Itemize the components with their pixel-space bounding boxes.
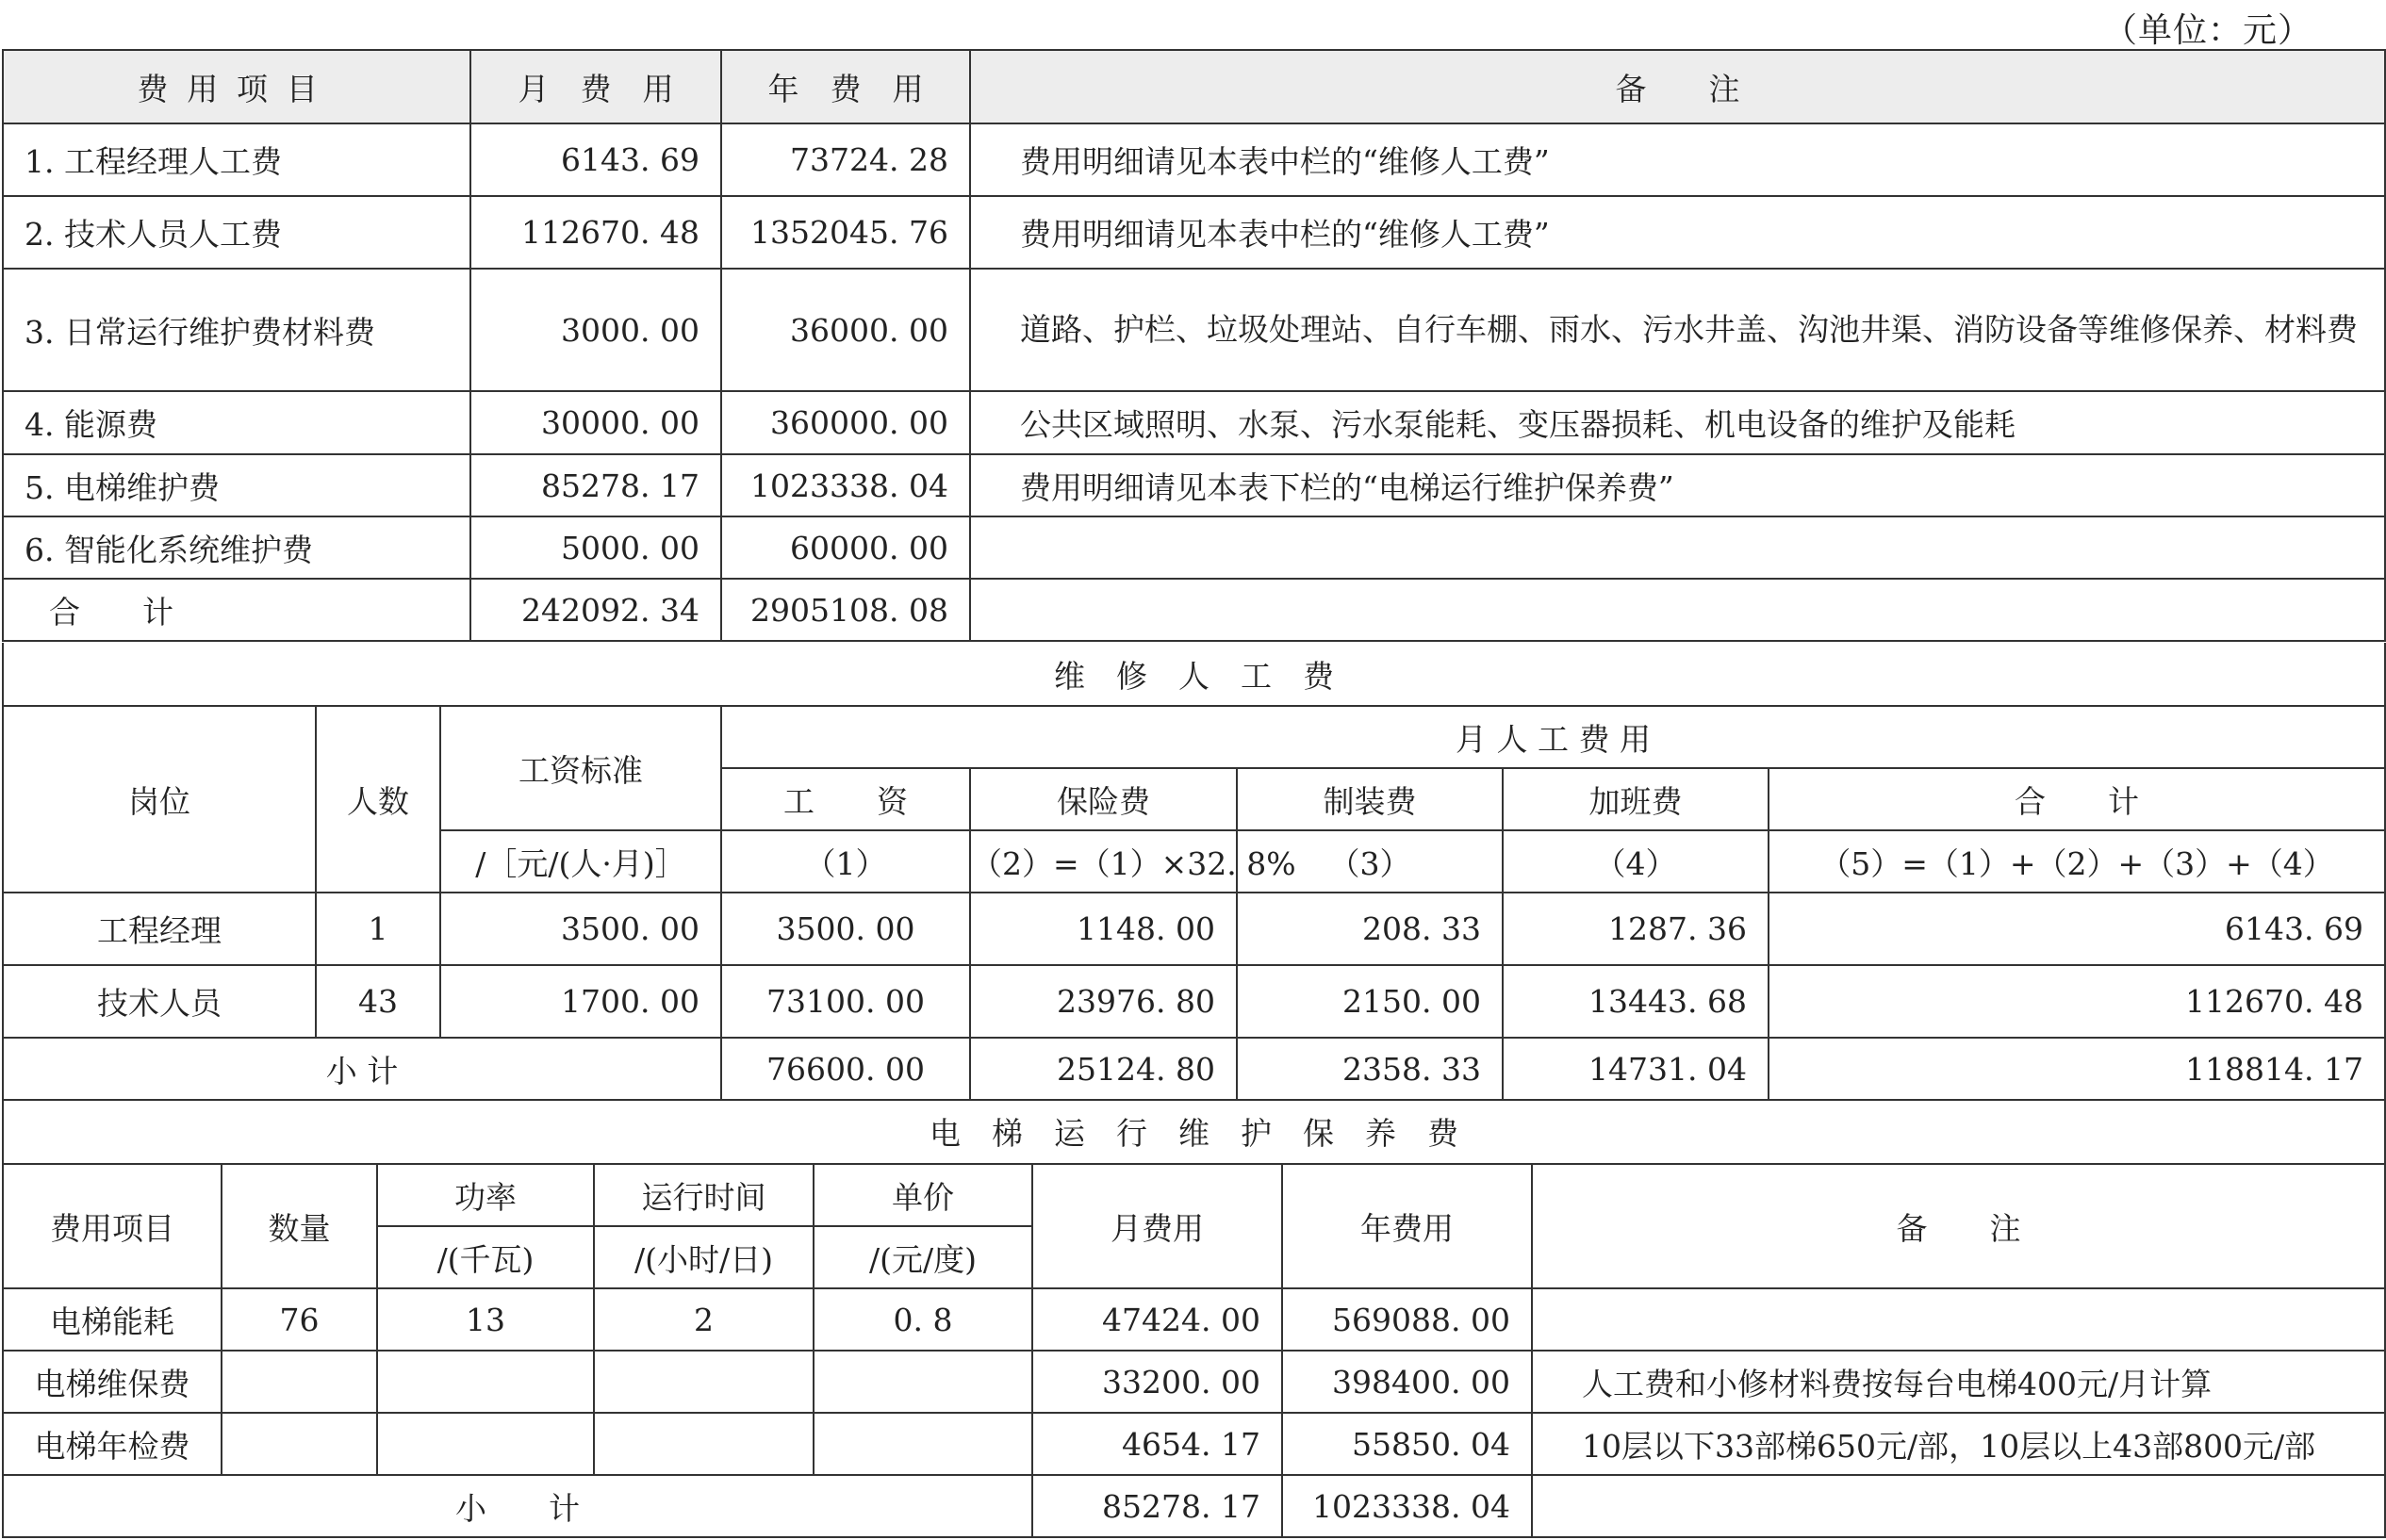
note-cell: 10层以下33部梯650元/部，10层以上43部800元/部 [1532,1413,2385,1475]
item-cell: 电梯能耗 [3,1288,222,1351]
price-cell [814,1413,1032,1475]
subtotal-wage: 76600. 00 [721,1038,970,1100]
year-cell: 398400. 00 [1282,1351,1532,1413]
standard-cell: 3500. 00 [440,893,721,965]
formula-insurance: （2）=（1）×32. 8% [970,830,1237,893]
header-quantity: 数量 [222,1164,377,1288]
subtotal-insurance: 25124. 80 [970,1038,1237,1100]
total-cell: 6143. 69 [1769,893,2385,965]
labor-table [2,643,2386,1101]
year-cell: 55850. 04 [1282,1413,1532,1475]
count-cell: 1 [316,893,440,965]
elevator-title-row [3,1100,2385,1164]
table-row [3,1288,2385,1351]
elevator-title: 电 梯 运 行 维 护 保 养 费 [3,1100,2385,1164]
header-overtime: 加班费 [1503,768,1769,830]
year-cell: 360000. 00 [721,391,970,454]
subtotal-month: 85278. 17 [1032,1475,1282,1537]
month-cell: 33200. 00 [1032,1351,1282,1413]
price-unit: /(元/度) [814,1226,1032,1288]
year-cell: 1352045. 76 [721,196,970,269]
item-cell: 电梯维保费 [3,1351,222,1413]
post-cell: 工程经理 [3,893,316,965]
header-wage: 工 资 [721,768,970,830]
month-cell: 3000. 00 [470,269,721,391]
quantity-cell: 76 [222,1288,377,1351]
header-power: 功率 [377,1164,594,1226]
note-cell: 道路、护栏、垃圾处理站、自行车棚、雨水、污水井盖、沟池井渠、消防设备等维修保养、材料费 [970,269,2385,391]
post-cell: 技术人员 [3,965,316,1038]
table-row [3,269,2385,391]
note-cell: 人工费和小修材料费按每台电梯400元/月计算 [1532,1351,2385,1413]
header-hours: 运行时间 [594,1164,814,1226]
total-month: 242092. 34 [470,579,721,641]
subtotal-label: 小 计 [3,1475,1032,1537]
count-cell: 43 [316,965,440,1038]
note-cell: 费用明细请见本表中栏的“维修人工费” [970,196,2385,269]
table-row [3,965,2385,1038]
wage-cell: 3500. 00 [721,893,970,965]
power-unit: /(千瓦) [377,1226,594,1288]
table-row [3,893,2385,965]
header-year: 年费用 [1282,1164,1532,1288]
note-cell: 费用明细请见本表中栏的“维修人工费” [970,123,2385,196]
uniform-cell: 208. 33 [1237,893,1503,965]
header-wage-standard: 工资标准 [440,706,721,830]
elevator-subtotal-row [3,1475,2385,1537]
subtotal-overtime: 14731. 04 [1503,1038,1769,1100]
quantity-cell [222,1413,377,1475]
header-year: 年 费 用 [721,50,970,123]
year-cell: 36000. 00 [721,269,970,391]
month-cell: 4654. 17 [1032,1413,1282,1475]
labor-subtotal-row [3,1038,2385,1100]
header-note: 备 注 [1532,1164,2385,1288]
note-cell [970,516,2385,579]
month-cell: 30000. 00 [470,391,721,454]
labor-title: 维 修 人 工 费 [3,643,2385,706]
hours-cell [594,1413,814,1475]
hours-unit: /(小时/日) [594,1226,814,1288]
year-cell: 1023338. 04 [721,454,970,516]
table-row [3,1413,2385,1475]
item-cell: 6. 智能化系统维护费 [3,516,470,579]
formula-uniform: （3） [1237,830,1503,893]
formula-total: （5）=（1）+（2）+（3）+（4） [1769,830,2385,893]
labor-header-row [3,706,2385,768]
header-month: 月费用 [1032,1164,1282,1288]
header-month: 月 费 用 [470,50,721,123]
wage-standard-unit: /［元/(人·月)］ [440,830,721,893]
table-row [3,1351,2385,1413]
month-cell: 6143. 69 [470,123,721,196]
year-cell: 569088. 00 [1282,1288,1532,1351]
elevator-table [2,1100,2386,1538]
item-cell: 2. 技术人员人工费 [3,196,470,269]
total-note [970,579,2385,641]
total-row [3,579,2385,641]
price-cell: 0. 8 [814,1288,1032,1351]
item-cell: 4. 能源费 [3,391,470,454]
formula-wage: （1） [721,830,970,893]
labor-title-row [3,643,2385,706]
month-cell: 112670. 48 [470,196,721,269]
total-cell: 112670. 48 [1769,965,2385,1038]
table-row [3,516,2385,579]
year-cell: 73724. 28 [721,123,970,196]
header-item: 费用项目 [3,50,470,123]
item-cell: 电梯年检费 [3,1413,222,1475]
subtotal-label: 小 计 [3,1038,721,1100]
item-cell: 5. 电梯维护费 [3,454,470,516]
year-cell: 60000. 00 [721,516,970,579]
subtotal-year: 1023338. 04 [1282,1475,1532,1537]
summary-table [2,49,2386,642]
month-cell: 85278. 17 [470,454,721,516]
subtotal-total: 118814. 17 [1769,1038,2385,1100]
subtotal-note [1532,1475,2385,1537]
overtime-cell: 1287. 36 [1503,893,1769,965]
table-row [3,391,2385,454]
insurance-cell: 23976. 80 [970,965,1237,1038]
elevator-header-row [3,1164,2385,1226]
item-cell: 1. 工程经理人工费 [3,123,470,196]
power-cell: 13 [377,1288,594,1351]
unit-label: （单位：元） [2102,11,2312,50]
header-monthly-labor: 月 人 工 费 用 [721,706,2385,768]
standard-cell: 1700. 00 [440,965,721,1038]
overtime-cell: 13443. 68 [1503,965,1769,1038]
note-cell [1532,1288,2385,1351]
header-price: 单价 [814,1164,1032,1226]
header-count: 人数 [316,706,440,893]
note-cell: 公共区域照明、水泵、污水泵能耗、变压器损耗、机电设备的维护及能耗 [970,391,2385,454]
subtotal-uniform: 2358. 33 [1237,1038,1503,1100]
month-cell: 5000. 00 [470,516,721,579]
power-cell [377,1351,594,1413]
quantity-cell [222,1351,377,1413]
table-row [3,123,2385,196]
wage-cell: 73100. 00 [721,965,970,1038]
item-cell: 3. 日常运行维护费材料费 [3,269,470,391]
hours-cell [594,1351,814,1413]
total-label: 合 计 [3,579,470,641]
header-insurance: 保险费 [970,768,1237,830]
header-post: 岗位 [3,706,316,893]
formula-overtime: （4） [1503,830,1769,893]
insurance-cell: 1148. 00 [970,893,1237,965]
hours-cell: 2 [594,1288,814,1351]
table-row [3,454,2385,516]
note-cell: 费用明细请见本表下栏的“电梯运行维护保养费” [970,454,2385,516]
header-uniform: 制装费 [1237,768,1503,830]
total-year: 2905108. 08 [721,579,970,641]
header-total: 合 计 [1769,768,2385,830]
header-note: 备 注 [970,50,2385,123]
summary-header-row [3,50,2385,123]
table-row [3,196,2385,269]
header-item: 费用项目 [3,1164,222,1288]
power-cell [377,1413,594,1475]
uniform-cell: 2150. 00 [1237,965,1503,1038]
price-cell [814,1351,1032,1413]
month-cell: 47424. 00 [1032,1288,1282,1351]
